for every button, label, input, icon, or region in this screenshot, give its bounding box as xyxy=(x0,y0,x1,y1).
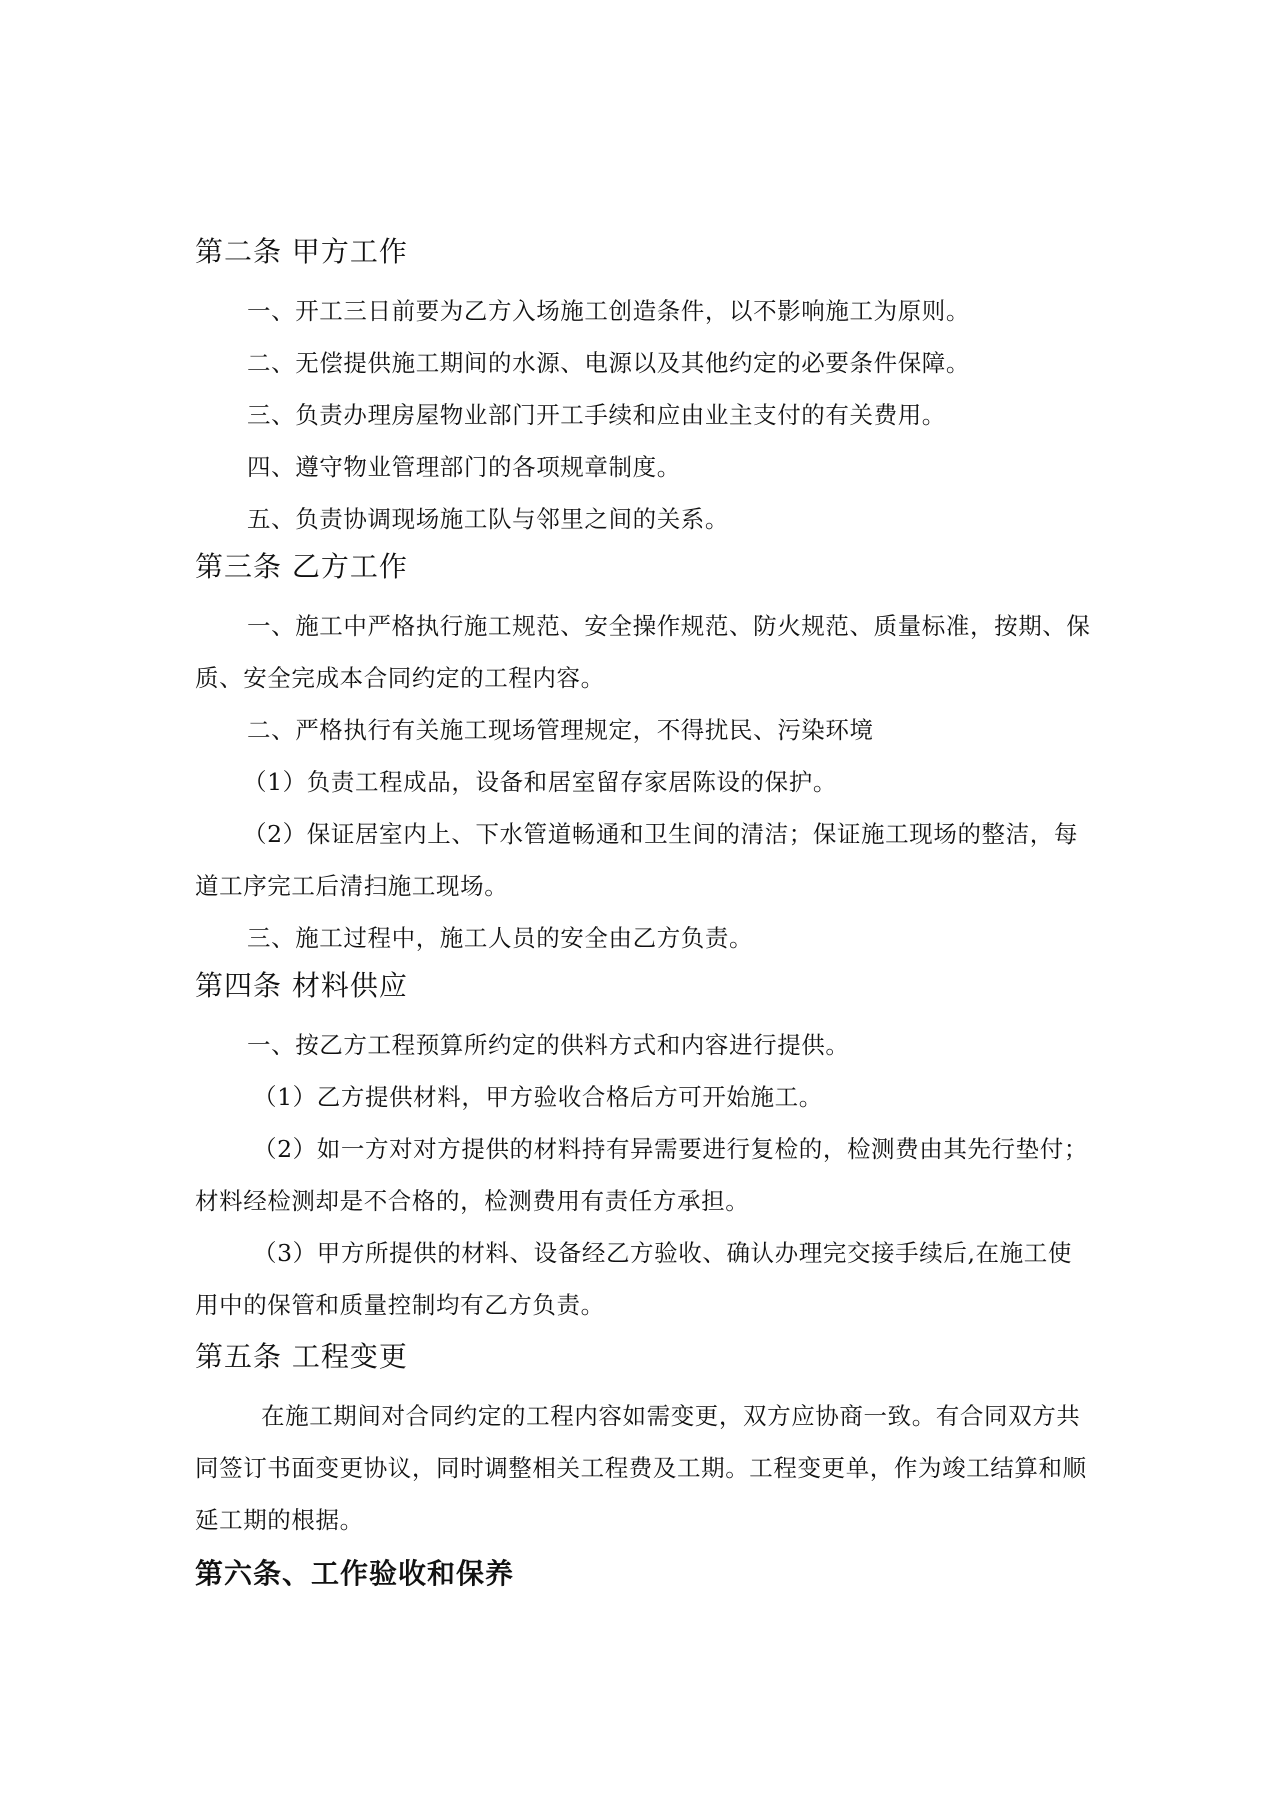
paragraph: 一、按乙方工程预算所约定的供料方式和内容进行提供。 xyxy=(247,1031,850,1059)
paragraph: 在施工期间对合同约定的工程内容如需变更，双方应协商一致。有合同双方共同签订书面变更协议，同时调整相关工程费及工期。工程变更单，作为竣工结算和顺延工期的根据。 xyxy=(195,1402,1087,1534)
paragraph: 二、无偿提供施工期间的水源、电源以及其他约定的必要条件保障。 xyxy=(247,349,970,377)
section-heading: 第二条 甲方工作 xyxy=(195,235,408,268)
section-heading: 第六条、工作验收和保养 xyxy=(195,1557,515,1590)
section-party-b-work xyxy=(195,547,1095,964)
paragraph: 三、负责办理房屋物业部门开工手续和应由业主支付的有关费用。 xyxy=(247,401,946,429)
section-engineering-change xyxy=(195,1337,1095,1546)
paragraph: （1）乙方提供材料，甲方验收合格后方可开始施工。 xyxy=(253,1083,823,1111)
paragraph: 三、施工过程中，施工人员的安全由乙方负责。 xyxy=(247,924,754,952)
paragraph: 四、遵守物业管理部门的各项规章制度。 xyxy=(247,453,681,481)
section-material-supply xyxy=(195,966,1095,1331)
paragraph: （2）保证居室内上、下水管道畅通和卫生间的清洁；保证施工现场的整洁，每道工序完工后清扫施工现场。 xyxy=(195,820,1078,900)
section-acceptance-maintenance xyxy=(195,1554,1095,1594)
paragraph: （2）如一方对对方提供的材料持有异需要进行复检的，检测费由其先行垫付；材料经检测却是不合格的，检测费用有责任方承担。 xyxy=(195,1135,1088,1215)
section-party-a-work xyxy=(195,232,1095,545)
section-heading: 第五条 工程变更 xyxy=(195,1340,408,1373)
section-heading: 第三条 乙方工作 xyxy=(195,550,408,583)
paragraph: 二、严格执行有关施工现场管理规定，不得扰民、污染环境 xyxy=(247,716,874,744)
paragraph: 一、开工三日前要为乙方入场施工创造条件，以不影响施工为原则。 xyxy=(247,297,970,325)
paragraph: 五、负责协调现场施工队与邻里之间的关系。 xyxy=(247,505,729,533)
paragraph: （1）负责工程成品，设备和居室留存家居陈设的保护。 xyxy=(243,768,837,796)
paragraph: （3）甲方所提供的材料、设备经乙方验收、确认办理完交接手续后,在施工使用中的保管和质量控制均有乙方负责。 xyxy=(195,1239,1072,1319)
paragraph: 一、施工中严格执行施工规范、安全操作规范、防火规范、质量标准，按期、保质、安全完成本合同约定的工程内容。 xyxy=(195,612,1091,692)
section-heading: 第四条 材料供应 xyxy=(195,969,408,1002)
document-body xyxy=(195,232,1095,1607)
